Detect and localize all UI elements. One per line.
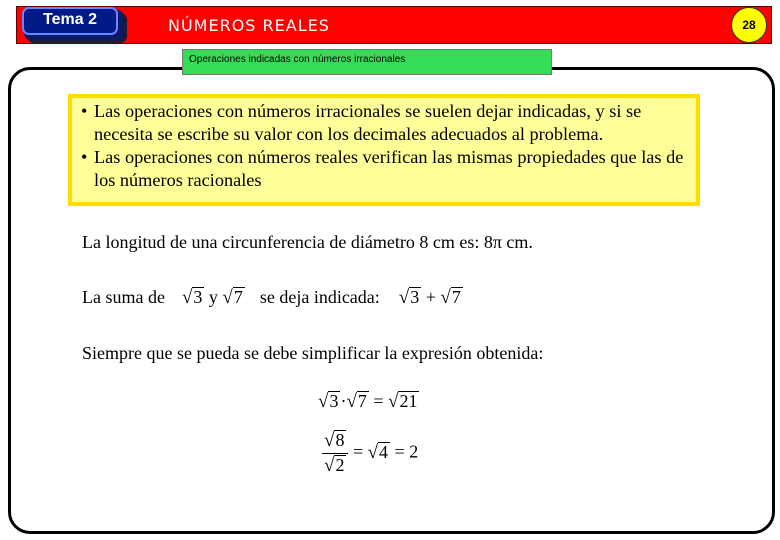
summary-box (68, 94, 700, 206)
slide-subtitle: Operaciones indicadas con números irracionales (182, 49, 552, 75)
summary-bullet: • Las operaciones con números reales verifican las mismas propiedades que las de los números racionales (78, 146, 696, 192)
summary-bullet: • Las operaciones con números irracionales se suelen dejar indicadas, y si se necesita se escribe su valor con los decimales adecuados al problema. (78, 100, 696, 146)
sum-suffix: se deja indicada: (259, 287, 380, 307)
sum-expression: √3 + √7 (398, 287, 461, 308)
fraction-expression: $\frac{√8}{√2}$ = √4 = 2 (324, 430, 419, 476)
product-expression: √3 ·√7 = √21 (318, 391, 418, 412)
summary-list (78, 100, 696, 192)
section-title: NÚMEROS REALES (168, 16, 330, 35)
sum-prefix: La suma de (82, 287, 165, 307)
sum-line (82, 287, 463, 309)
simplify-text: Siempre que se pueda se debe simplificar la expresión obtenida: (82, 343, 544, 363)
sqrt-3: √3 (181, 287, 203, 308)
circumference-text: La longitud de una circunferencia de diámetro 8 cm es: 8π cm. (82, 232, 533, 252)
sum-and: y (208, 287, 218, 307)
page-number: 28 (731, 7, 767, 43)
sqrt-7: √7 (222, 287, 243, 308)
tema-badge[interactable]: Tema 2 (22, 7, 118, 35)
